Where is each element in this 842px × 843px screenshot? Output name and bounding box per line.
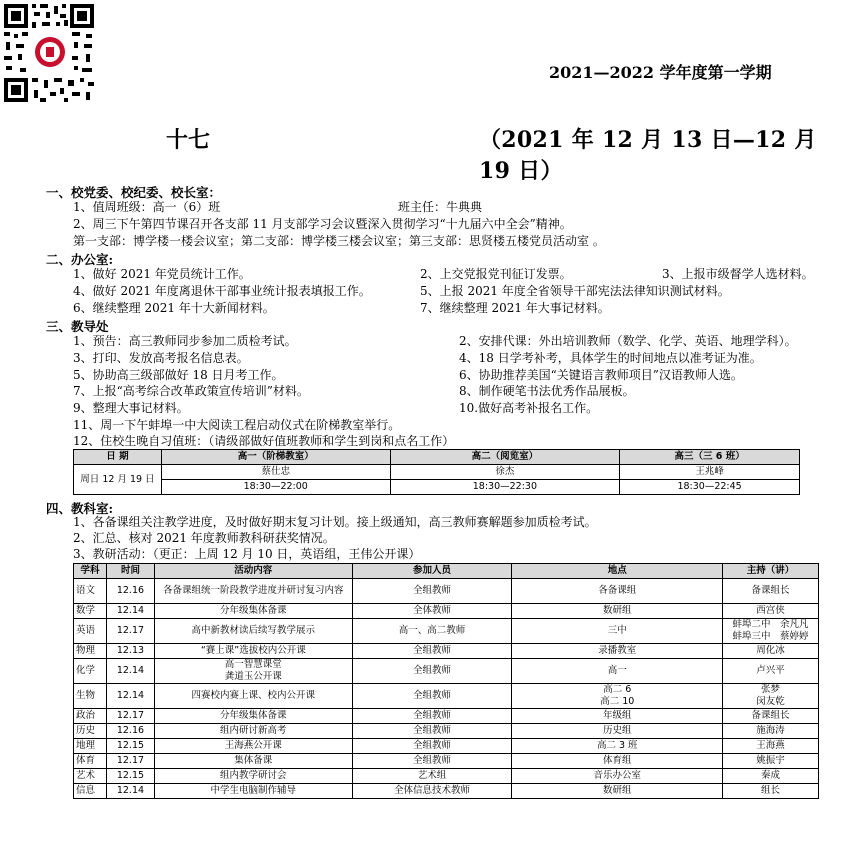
table-row xyxy=(74,769,819,784)
list-item: 第一支部：博学楼一楼会议室；第二支部：博学楼三楼会议室；第三支部：思贤楼五楼党员活动室 。 xyxy=(73,234,605,248)
column-header: 参加人员 xyxy=(352,564,512,579)
activity-cell: 各备课组统一阶段教学进度并研讨复习内容 xyxy=(154,579,352,604)
qr-code-image xyxy=(2,2,96,104)
host-cell: 秦成 xyxy=(723,769,819,784)
location-cell: 年级组 xyxy=(512,709,723,724)
participants-cell: 全体信息技术教师 xyxy=(352,784,512,799)
table-cell: 18:30—22:00 xyxy=(161,480,390,495)
table-cell: 18:30—22:45 xyxy=(620,480,800,495)
subject-cell: 体育 xyxy=(74,754,107,769)
table-row xyxy=(74,709,819,724)
subject-cell: 英语 xyxy=(74,619,107,644)
issue-number: 十七 xyxy=(166,127,211,153)
subject-cell: 地理 xyxy=(74,739,107,754)
location-cell: 三中 xyxy=(512,619,723,644)
column-header: 活动内容 xyxy=(154,564,352,579)
host-cell: 王海燕 xyxy=(723,739,819,754)
activity-cell: 集体备课 xyxy=(154,754,352,769)
list-item: 4、做好 2021 年度离退休干部事业统计报表填报工作。 xyxy=(73,284,371,298)
time-cell: 12.14 xyxy=(106,659,154,684)
host-cell: 组长 xyxy=(723,784,819,799)
research-activity-table xyxy=(73,563,819,799)
location-cell: 体育组 xyxy=(512,754,723,769)
time-cell: 12.15 xyxy=(106,739,154,754)
list-item: 1、做好 2021 年党员统计工作。 xyxy=(73,267,251,281)
location-cell: 高一 xyxy=(512,659,723,684)
section-title-academic: 三、教导处 xyxy=(46,319,109,334)
evening-duty-table xyxy=(73,449,800,495)
list-item: 2、汇总、核对 2021 年度教师教科研获奖情况。 xyxy=(73,531,335,545)
list-item: 10.做好高考补报名工作。 xyxy=(459,401,599,415)
location-cell: 数研组 xyxy=(512,604,723,619)
host-cell: 姚振宇 xyxy=(723,754,819,769)
list-item: 2、安排代课：外出培训教师（数学、化学、英语、地理学科）。 xyxy=(459,334,797,348)
location-cell: 数研组 xyxy=(512,784,723,799)
section-title-research: 四、教科室: xyxy=(46,501,114,516)
table-row xyxy=(74,579,819,604)
subject-cell: 数学 xyxy=(74,604,107,619)
host-cell: 备课组长 xyxy=(723,579,819,604)
table-row xyxy=(74,739,819,754)
table-row xyxy=(74,619,819,644)
time-cell: 12.17 xyxy=(106,709,154,724)
list-item: 3、教研活动：（更正：上周 12 月 10 日，英语组，王伟公开课） xyxy=(73,547,421,561)
list-item: 2、周三下午第四节课召开各支部 11 月支部学习会议暨深入贯彻学习“十九届六中全会”精神。 xyxy=(73,217,572,231)
subject-cell: 艺术 xyxy=(74,769,107,784)
list-item: 6、协助推荐美国“关键语言教师项目”汉语教师人选。 xyxy=(459,368,743,382)
list-item: 1、值周班级：高一（6）班 xyxy=(73,200,221,214)
time-cell: 12.14 xyxy=(106,604,154,619)
list-item: 9、整理大事记材料。 xyxy=(73,401,189,415)
list-item: 5、协助高三级部做好 18 日月考工作。 xyxy=(73,368,284,382)
participants-cell: 全组教师 xyxy=(352,739,512,754)
activity-cell: 组内研讨新高考 xyxy=(154,724,352,739)
list-item: 2、上交党报党刊征订发票。 xyxy=(420,267,572,281)
column-header: 日 期 xyxy=(74,450,162,465)
list-item: 班主任：牛典典 xyxy=(398,200,483,214)
location-cell: 音乐办公室 xyxy=(512,769,723,784)
table-row xyxy=(74,684,819,709)
list-item: 11、周一下午蚌埠一中大阅读工程启动仪式在阶梯教室举行。 xyxy=(73,418,401,432)
list-item: 3、上报市级督学人选材料。 xyxy=(662,267,814,281)
list-item: 5、上报 2021 年度全省领导干部宪法法律知识测试材料。 xyxy=(420,284,730,298)
section-title-party: 一、校党委、校纪委、校长室： xyxy=(46,185,222,200)
table-cell: 周日 12 月 19 日 xyxy=(74,465,162,495)
host-cell: 周化冰 xyxy=(723,644,819,659)
location-cell: 高二 3 班 xyxy=(512,739,723,754)
host-cell: 西宫侠 xyxy=(723,604,819,619)
location-cell: 高二 6 高二 10 xyxy=(512,684,723,709)
section-title-office: 二、办公室: xyxy=(46,252,114,267)
list-item: 7、继续整理 2021 年大事记材料。 xyxy=(420,301,610,315)
host-cell: 施海涛 xyxy=(723,724,819,739)
table-row xyxy=(74,465,800,480)
table-header-row xyxy=(74,564,819,579)
table-header-row xyxy=(74,450,800,465)
activity-cell: 四赛校内赛上课、校内公开课 xyxy=(154,684,352,709)
subject-cell: 生物 xyxy=(74,684,107,709)
table-row xyxy=(74,659,819,684)
list-item: 1、各备课组关注教学进度，及时做好期末复习计划。接上级通知，高三教师赛解题参加质检考试。 xyxy=(73,515,597,529)
subject-cell: 语文 xyxy=(74,579,107,604)
list-item: 7、上报“高考综合改革政策宣传培训”材料。 xyxy=(73,384,309,398)
list-item: 6、继续整理 2021 年十大新闻材料。 xyxy=(73,301,275,315)
list-item: 4、18 日学考补考，具体学生的时间地点以准考证为准。 xyxy=(459,351,762,365)
participants-cell: 全组教师 xyxy=(352,709,512,724)
activity-cell: “賽上课”选拔校内公开课 xyxy=(154,644,352,659)
column-header: 学科 xyxy=(74,564,107,579)
list-item: 1、预告：高三教师同步参加二质检考试。 xyxy=(73,334,297,348)
host-cell: 备课组长 xyxy=(723,709,819,724)
activity-cell: 王海燕公开课 xyxy=(154,739,352,754)
participants-cell: 全组教师 xyxy=(352,724,512,739)
list-item: 8、制作硬笔书法优秀作品展板。 xyxy=(459,384,635,398)
time-cell: 12.17 xyxy=(106,619,154,644)
location-cell: 各备课组 xyxy=(512,579,723,604)
activity-cell: 组内教学研讨会 xyxy=(154,769,352,784)
participants-cell: 全组教师 xyxy=(352,754,512,769)
table-row xyxy=(74,754,819,769)
participants-cell: 艺术组 xyxy=(352,769,512,784)
participants-cell: 全组教师 xyxy=(352,579,512,604)
time-cell: 12.16 xyxy=(106,579,154,604)
table-row xyxy=(74,604,819,619)
activity-cell: 中学生电脑制作辅导 xyxy=(154,784,352,799)
term-title: 2021—2022 学年度第一学期 xyxy=(549,63,772,82)
subject-cell: 化学 xyxy=(74,659,107,684)
activity-cell: 高一智慧课堂 龚道玉公开课 xyxy=(154,659,352,684)
time-cell: 12.14 xyxy=(106,784,154,799)
column-header: 高三（三 6 班） xyxy=(620,450,800,465)
host-cell: 蚌埠二中 余凡凡 蚌埠三中 蔡婷婷 xyxy=(723,619,819,644)
column-header: 高一（阶梯教室） xyxy=(161,450,390,465)
subject-cell: 信息 xyxy=(74,784,107,799)
participants-cell: 高一、高二教师 xyxy=(352,619,512,644)
host-cell: 卢兴平 xyxy=(723,659,819,684)
list-item: 3、打印、发放高考报名信息表。 xyxy=(73,351,249,365)
time-cell: 12.13 xyxy=(106,644,154,659)
subject-cell: 物理 xyxy=(74,644,107,659)
location-cell: 录播教室 xyxy=(512,644,723,659)
list-item: 12、住校生晚自习值班：（请级部做好值班教师和学生到岗和点名工作） xyxy=(73,434,455,448)
table-row xyxy=(74,724,819,739)
time-cell: 12.15 xyxy=(106,769,154,784)
column-header: 高二（阅览室） xyxy=(390,450,620,465)
column-header: 地点 xyxy=(512,564,723,579)
activity-cell: 分年级集体备课 xyxy=(154,604,352,619)
time-cell: 12.16 xyxy=(106,724,154,739)
table-row xyxy=(74,644,819,659)
subject-cell: 历史 xyxy=(74,724,107,739)
activity-cell: 分年级集体备课 xyxy=(154,709,352,724)
participants-cell: 全体教师 xyxy=(352,604,512,619)
table-cell: 18:30—22:30 xyxy=(390,480,620,495)
table-row xyxy=(74,480,800,495)
table-cell: 蔡仕忠 xyxy=(161,465,390,480)
table-cell: 徐杰 xyxy=(390,465,620,480)
participants-cell: 全组教师 xyxy=(352,644,512,659)
host-cell: 张梦 闵友乾 xyxy=(723,684,819,709)
location-cell: 历史组 xyxy=(512,724,723,739)
subject-cell: 政治 xyxy=(74,709,107,724)
time-cell: 12.17 xyxy=(106,754,154,769)
activity-cell: 高中新教材读后续写教学展示 xyxy=(154,619,352,644)
column-header: 主持（讲） xyxy=(723,564,819,579)
time-cell: 12.14 xyxy=(106,684,154,709)
participants-cell: 全组教师 xyxy=(352,684,512,709)
week-range: （2021 年 12 月 13 日—12 月 19 日） xyxy=(479,127,817,184)
column-header: 时间 xyxy=(106,564,154,579)
table-cell: 王兆峰 xyxy=(620,465,800,480)
table-row xyxy=(74,784,819,799)
participants-cell: 全组教师 xyxy=(352,659,512,684)
